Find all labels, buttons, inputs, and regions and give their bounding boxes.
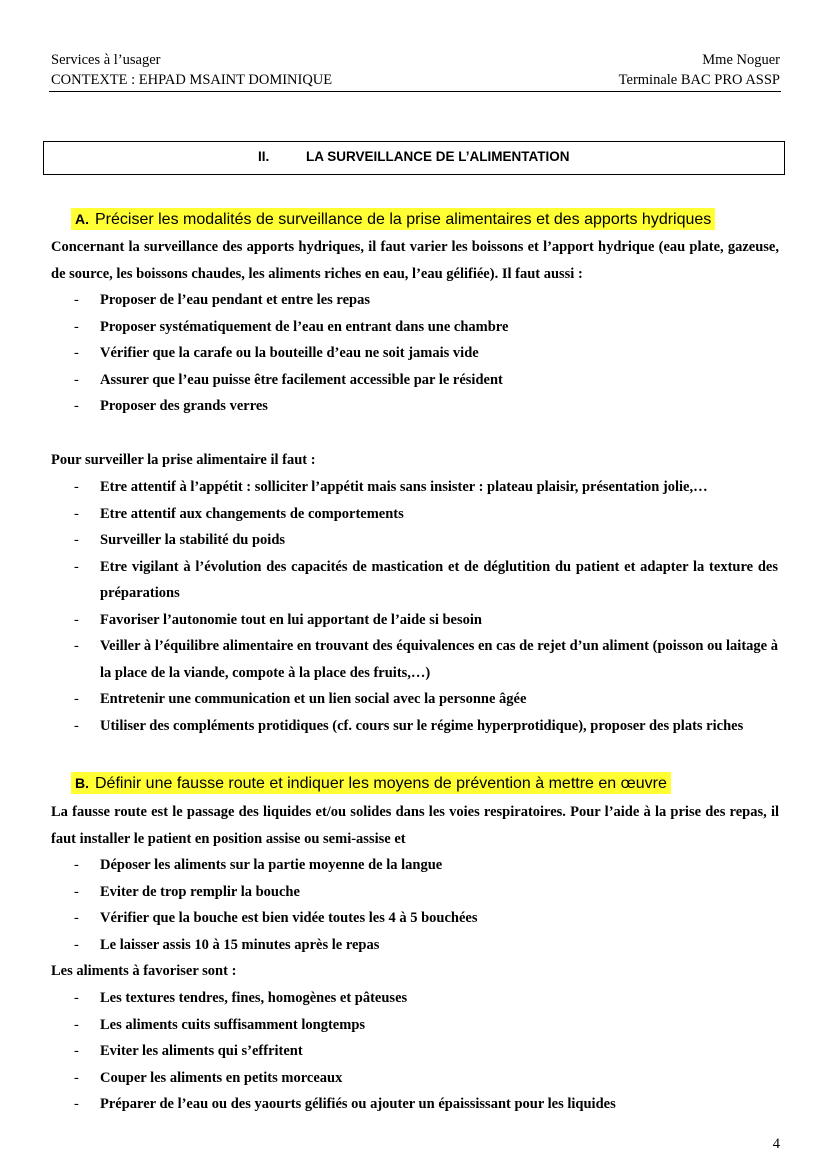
list-item: - Assurer que l’eau puisse être facilement accessible par le résident (0, 367, 778, 394)
list-item: - Proposer systématiquement de l’eau en entrant dans une chambre (0, 314, 778, 341)
list-dash: - (74, 638, 79, 654)
recommended-foods-intro: Les aliments à favoriser sont : (51, 963, 237, 979)
list-dash: - (74, 1016, 79, 1033)
subsection-b-letter: B. (75, 775, 89, 791)
list-dash: - (74, 1043, 79, 1059)
list-item: - Couper les aliments en petits morceaux (0, 1065, 778, 1092)
header-class: Terminale BAC PRO ASSP (618, 72, 780, 88)
list-item: - Utiliser des compléments protidiques (cf. cours sur le régime hyperprotidique), proposer des plats riches (0, 713, 778, 740)
header-left (51, 50, 332, 90)
list-item: - Veiller à l’équilibre alimentaire en trouvant des équivalences en cas de rejet d’un aliment (poisson ou laitage à la place de la viande, compote à la place des fruits,…) (0, 633, 778, 686)
choking-intro: La fausse route est le passage des liquides et/ou solides dans les voies respiratoires. Pour l’aide à la prise des repas, il faut installer le patient en position assise ou semi-assise et (51, 804, 779, 847)
header-subject: Services à l’usager (51, 52, 161, 68)
hydration-list (0, 287, 828, 420)
section-title-text: LA SURVEILLANCE DE L’ALIMENTATION (306, 149, 570, 164)
list-dash: - (74, 505, 79, 522)
list-item: - Vérifier que la bouche est bien vidée toutes les 4 à 5 bouchées (0, 905, 778, 932)
header-context: CONTEXTE : EHPAD MSAINT DOMINIQUE (51, 72, 333, 88)
section-title-box (43, 141, 785, 175)
list-dash: - (74, 717, 79, 734)
list-dash: - (74, 398, 79, 414)
list-dash: - (74, 1069, 79, 1086)
list-dash: - (74, 558, 79, 575)
list-dash: - (74, 691, 79, 707)
list-item: - Déposer les aliments sur la partie moyenne de la langue (0, 852, 778, 879)
recommended-foods-list (0, 985, 828, 1118)
list-item: - Les textures tendres, fines, homogènes et pâteuses (0, 985, 778, 1012)
list-item: - Préparer de l’eau ou des yaourts gélifiés ou ajouter un épaississant pour les liquides (0, 1091, 778, 1118)
list-dash: - (74, 532, 79, 548)
food-intake-intro: Pour surveiller la prise alimentaire il faut : (51, 452, 316, 468)
list-item: - Etre attentif aux changements de comportements (0, 501, 778, 528)
list-dash: - (74, 345, 79, 361)
list-item: - Le laisser assis 10 à 15 minutes après le repas (0, 932, 778, 959)
header-teacher: Mme Noguer (702, 52, 780, 68)
list-item: - Entretenir une communication et un lien social avec la personne âgée (0, 686, 778, 713)
list-dash: - (74, 1096, 79, 1112)
subsection-a-heading (71, 208, 715, 230)
subsection-a-letter: A. (75, 211, 89, 227)
list-dash: - (74, 292, 79, 308)
list-item: - Etre attentif à l’appétit : solliciter l’appétit mais sans insister : plateau plaisir, présentation jolie,… (0, 474, 778, 501)
list-item: - Surveiller la stabilité du poids (0, 527, 778, 554)
page-number: 4 (772, 1136, 780, 1152)
list-item: - Etre vigilant à l’évolution des capacités de mastication et de déglutition du patient et adapter la texture des préparations (0, 554, 778, 607)
list-item: - Proposer de l’eau pendant et entre les repas (0, 287, 778, 314)
list-item: - Proposer des grands verres (0, 393, 778, 420)
header-divider (49, 91, 781, 92)
list-dash: - (74, 318, 79, 335)
section-title-number: II. (258, 149, 270, 164)
list-dash: - (74, 883, 79, 900)
list-dash: - (74, 371, 79, 388)
list-dash: - (74, 910, 79, 926)
list-item: - Favoriser l’autonomie tout en lui apportant de l’aide si besoin (0, 607, 778, 634)
list-item: - Eviter les aliments qui s’effritent (0, 1038, 778, 1065)
list-item: - Les aliments cuits suffisamment longtemps (0, 1012, 778, 1039)
list-dash: - (74, 857, 79, 873)
subsection-a-title: Préciser les modalités de surveillance de la prise alimentaires et des apports hydriques (95, 211, 712, 228)
subsection-b-heading (71, 772, 671, 794)
subsection-b-title: Définir une fausse route et indiquer les moyens de prévention à mettre en œuvre (95, 775, 667, 792)
list-item: - Vérifier que la carafe ou la bouteille d’eau ne soit jamais vide (0, 340, 778, 367)
list-dash: - (74, 479, 79, 495)
list-item: - Eviter de trop remplir la bouche (0, 879, 778, 906)
list-dash: - (74, 936, 79, 953)
list-dash: - (74, 611, 79, 628)
header-right (619, 50, 780, 90)
food-intake-list (0, 474, 828, 739)
list-dash: - (74, 990, 79, 1006)
choking-care-list (0, 852, 828, 958)
hydration-intro: Concernant la surveillance des apports hydriques, il faut varier les boissons et l’apport hydrique (eau plate, gazeuse, de source, les boissons chaudes, les aliments riches en eau, l’eau gélifiée). Il faut aussi : (51, 239, 779, 282)
